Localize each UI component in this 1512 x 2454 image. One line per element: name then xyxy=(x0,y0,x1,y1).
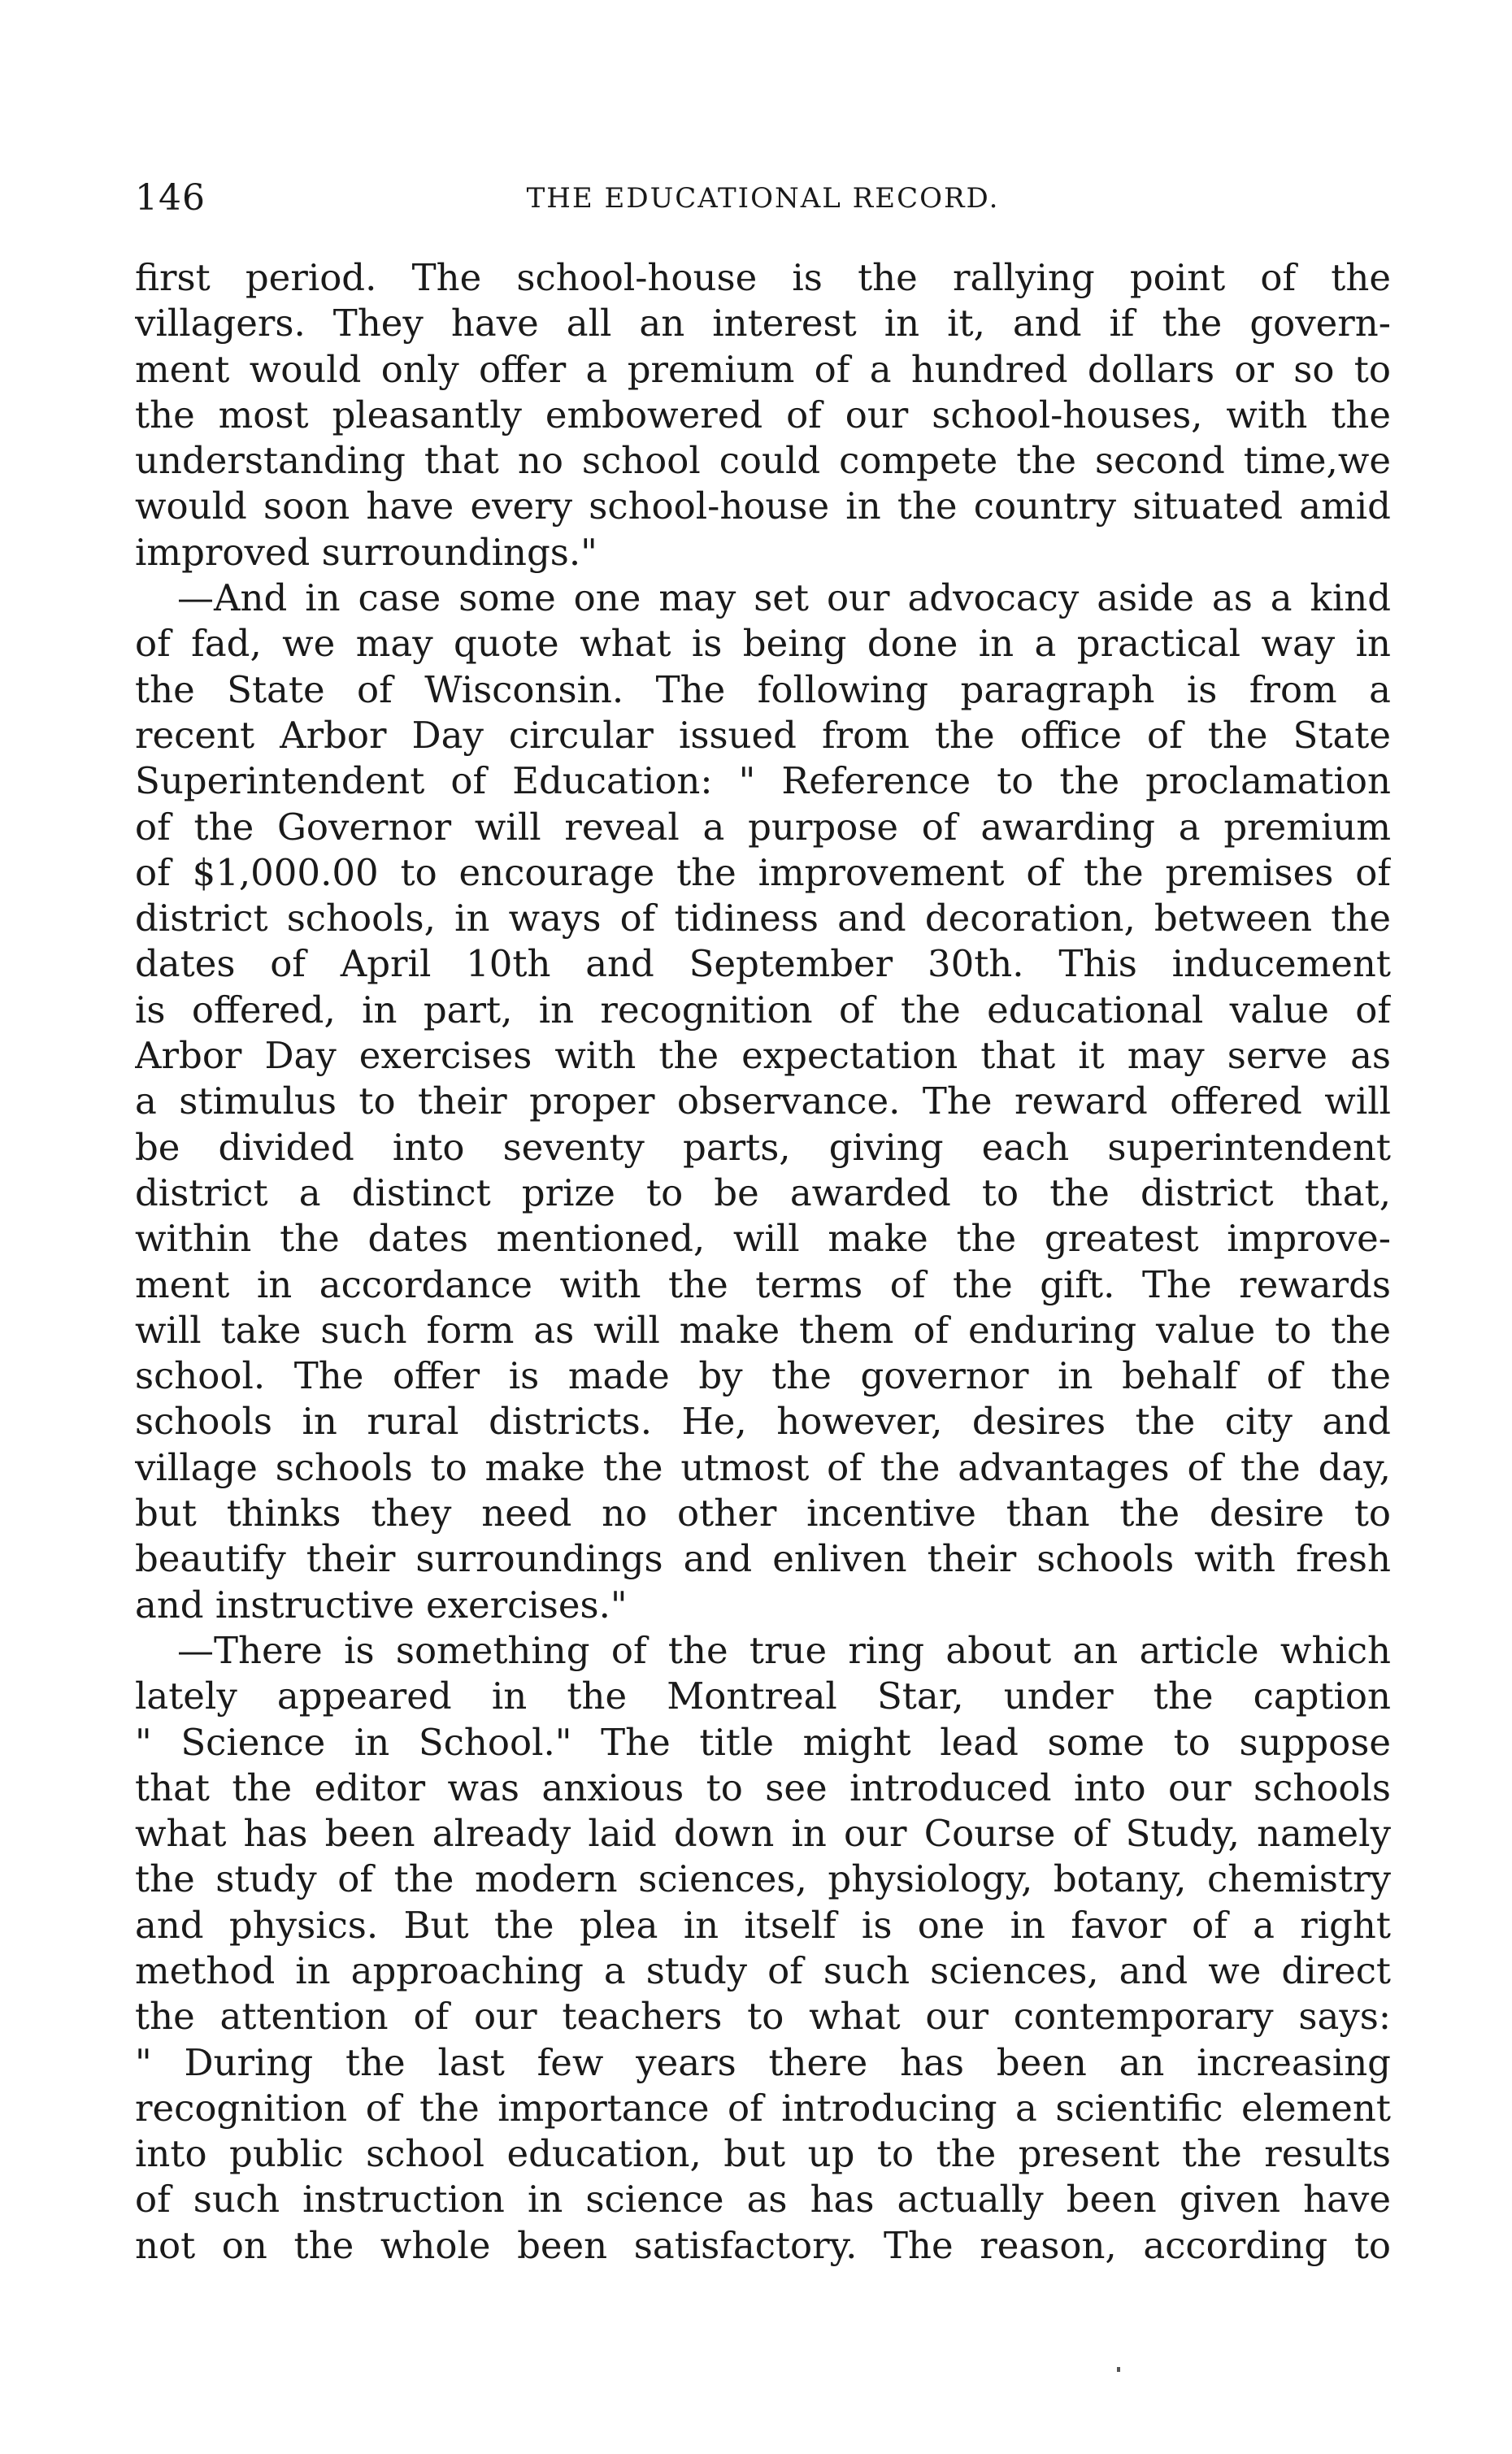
text-line: of $1,000.00 to encourage the improvement of the premises of xyxy=(135,850,1391,894)
text-line: that the editor was anxious to see introduced into our schools xyxy=(135,1766,1391,1809)
text-line: not on the whole been satisfactory. The reason, according to xyxy=(135,2223,1391,2267)
text-line: a stimulus to their proper observance. The reward offered will xyxy=(135,1079,1391,1123)
text-line: Arbor Day exercises with the expectation that it may serve as xyxy=(135,1034,1391,1078)
document-page xyxy=(135,0,1391,2454)
text-line: improved surroundings." xyxy=(135,530,597,574)
text-line: but thinks they need no other incentive than the desire to xyxy=(135,1492,1391,1535)
text-line: —And in case some one may set our advocacy aside as a kind xyxy=(177,576,1391,620)
text-line: of such instruction in science as has actually been given have xyxy=(135,2178,1391,2222)
text-line: into public school education, but up to the present the results xyxy=(135,2132,1391,2176)
text-line: within the dates mentioned, will make the greatest improve- xyxy=(135,1217,1391,1261)
text-line: district a distinct prize to be awarded to the district that, xyxy=(135,1171,1391,1214)
text-line: would soon have every school-house in the country situated amid xyxy=(135,484,1391,528)
print-mark xyxy=(1117,2367,1120,2372)
running-title: THE EDUCATIONAL RECORD. xyxy=(526,182,1000,215)
article-body xyxy=(135,255,1391,2269)
text-line: be divided into seventy parts, giving each superintendent xyxy=(135,1125,1391,1169)
text-line: ment would only offer a premium of a hundred dollars or so to xyxy=(135,347,1391,391)
text-line: and physics. But the plea in itself is one in favor of a right xyxy=(135,1903,1391,1947)
text-line: method in approaching a study of such sciences, and we direct xyxy=(135,1948,1391,1992)
text-line: and instructive exercises." xyxy=(135,1583,628,1627)
text-line: ment in accordance with the terms of the gift. The rewards xyxy=(135,1262,1391,1306)
text-line: of fad, we may quote what is being done in a practical way in xyxy=(135,622,1391,666)
text-line: —There is something of the true ring about an article which xyxy=(177,1628,1391,1672)
text-line: dates of April 10th and September 30th. This inducement xyxy=(135,942,1391,986)
text-line: school. The offer is made by the governor in behalf of the xyxy=(135,1354,1391,1398)
text-line: the attention of our teachers to what our contemporary says: xyxy=(135,1995,1391,2039)
text-line: recent Arbor Day circular issued from the office of the State xyxy=(135,713,1391,757)
text-line: Superintendent of Education: " Reference to the proclamation xyxy=(135,759,1391,803)
text-line: is offered, in part, in recognition of the educational value of xyxy=(135,988,1391,1032)
text-line: " Science in School." The title might lead some to suppose xyxy=(135,1720,1391,1764)
text-line: the most pleasantly embowered of our school-houses, with the xyxy=(135,393,1391,437)
text-line: the State of Wisconsin. The following paragraph is from a xyxy=(135,667,1391,711)
text-line: first period. The school-house is the rallying point of the xyxy=(135,256,1391,299)
text-line: schools in rural districts. He, however, desires the city and xyxy=(135,1400,1391,1444)
text-line: villagers. They have all an interest in it, and if the govern- xyxy=(135,302,1391,345)
text-line: will take such form as will make them of enduring value to the xyxy=(135,1308,1391,1352)
text-line: beautify their surroundings and enliven their schools with fresh xyxy=(135,1537,1391,1581)
text-line: village schools to make the utmost of the advantages of the day, xyxy=(135,1445,1391,1489)
page-header xyxy=(135,174,1391,223)
text-line: lately appeared in the Montreal Star, under the caption xyxy=(135,1674,1391,1718)
text-line: the study of the modern sciences, physiology, botany, chemistry xyxy=(135,1857,1391,1901)
page-number: 146 xyxy=(135,177,206,219)
text-line: of the Governor will reveal a purpose of awarding a premium xyxy=(135,805,1391,849)
text-line: district schools, in ways of tidiness and decoration, between the xyxy=(135,897,1391,940)
text-line: what has been already laid down in our Course of Study, namely xyxy=(135,1812,1391,1856)
text-line: " During the last few years there has been an increasing xyxy=(135,2040,1391,2084)
text-line: recognition of the importance of introducing a scientific element xyxy=(135,2086,1391,2130)
text-line: understanding that no school could compete the second time,we xyxy=(135,439,1391,483)
